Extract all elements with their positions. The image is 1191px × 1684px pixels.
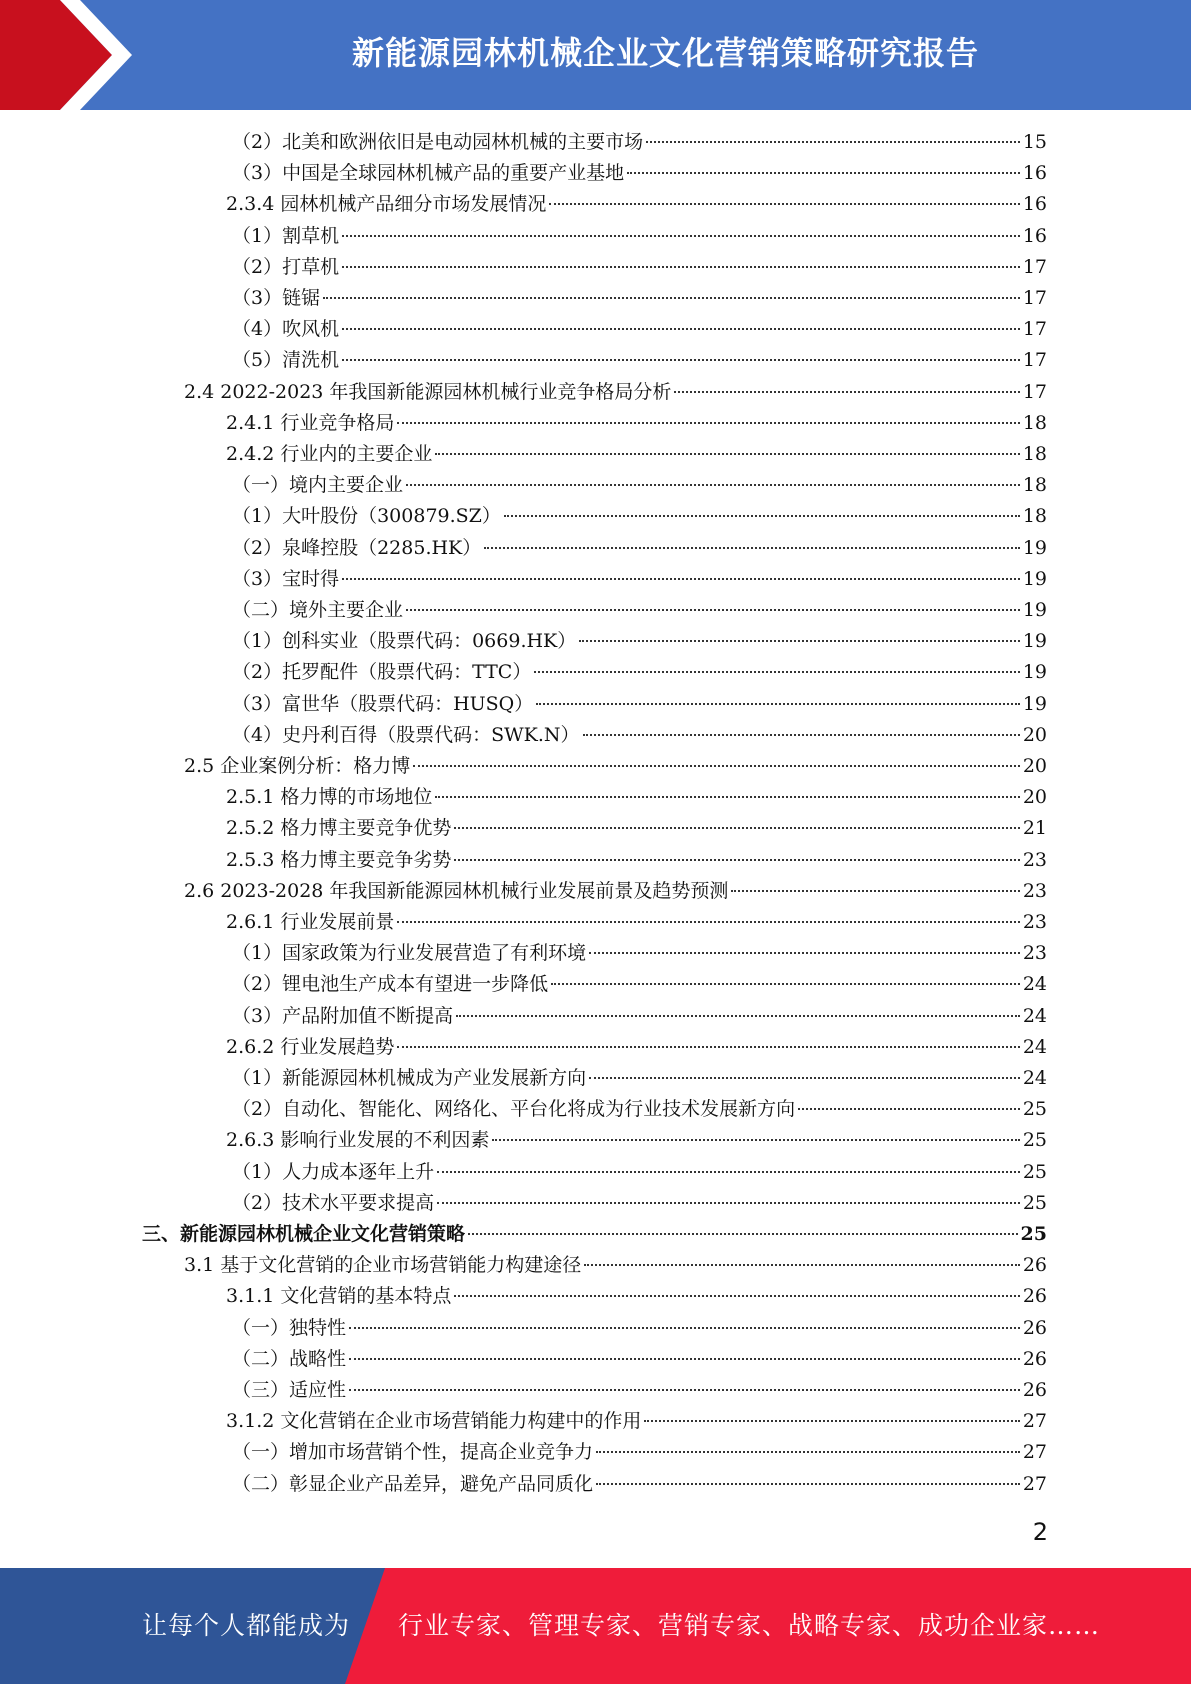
toc-entry-page: 26 <box>1022 1316 1047 1339</box>
toc-entry[interactable] <box>232 1157 1047 1188</box>
toc-entry-page: 18 <box>1022 443 1047 465</box>
toc-entry-page: 17 <box>1022 380 1047 403</box>
toc-entry-page: 19 <box>1022 692 1047 715</box>
toc-dot-leader <box>534 670 1019 673</box>
toc-entry-label: （二）战略性 <box>232 1347 347 1370</box>
toc-dot-leader <box>731 889 1019 892</box>
toc-entry[interactable] <box>226 408 1047 439</box>
toc-entry-label: （4）吹风机 <box>232 318 340 341</box>
toc-entry-page: 16 <box>1022 193 1047 216</box>
toc-dot-leader <box>589 951 1020 954</box>
toc-dot-leader <box>437 1170 1020 1173</box>
toc-entry-label: 2.5 企业案例分析：格力博 <box>184 755 411 777</box>
toc-entry-label: 2.4.2 行业内的主要企业 <box>226 443 433 465</box>
toc-entry-label: （5）清洗机 <box>232 349 340 372</box>
toc-entry[interactable] <box>232 1063 1047 1094</box>
toc-entry-page: 23 <box>1022 848 1047 871</box>
toc-dot-leader <box>323 296 1020 299</box>
toc-entry-label: 2.5.2 格力博主要竞争优势 <box>226 817 452 840</box>
toc-entry-label: （2）打草机 <box>232 255 340 278</box>
toc-entry-page: 27 <box>1022 1472 1047 1495</box>
toc-dot-leader <box>406 608 1020 611</box>
toc-entry-page: 16 <box>1022 162 1047 185</box>
toc-entry-page: 26 <box>1022 1379 1047 1401</box>
toc-dot-leader <box>349 1326 1020 1329</box>
toc-dot-leader <box>644 1419 1019 1422</box>
toc-entry-label: （2）锂电池生产成本有望进一步降低 <box>232 973 549 996</box>
toc-entry-page: 17 <box>1022 349 1047 372</box>
toc-entry-page: 19 <box>1022 630 1047 653</box>
toc-dot-leader <box>596 1482 1020 1485</box>
toc-entry-label: （一）增加市场营销个性，提高企业竞争力 <box>232 1441 594 1464</box>
toc-entry[interactable] <box>232 1344 1047 1375</box>
toc-entry-label: （2）托罗配件（股票代码：TTC） <box>232 661 532 684</box>
toc-entry-page: 23 <box>1022 942 1047 965</box>
toc-entry-label: （2）自动化、智能化、网络化、平台化将成为行业技术发展新方向 <box>232 1098 796 1121</box>
toc-entry[interactable] <box>232 1469 1047 1500</box>
toc-entry-label: （3）宝时得 <box>232 567 340 590</box>
toc-entry[interactable] <box>184 377 1047 408</box>
toc-entry[interactable] <box>232 252 1047 283</box>
toc-entry-page: 20 <box>1022 755 1047 777</box>
toc-dot-leader <box>551 982 1020 985</box>
toc-entry-page: 27 <box>1022 1410 1047 1433</box>
toc-entry[interactable] <box>232 533 1047 564</box>
toc-entry-label: （三）适应性 <box>232 1379 347 1401</box>
toc-entry-label: （一）境内主要企业 <box>232 474 404 497</box>
toc-dot-leader <box>584 1263 1020 1266</box>
toc-entry-page: 25 <box>1022 1191 1047 1214</box>
toc-entry-label: 2.6 2023-2028 年我国新能源园林机械行业发展前景及趋势预测 <box>184 879 729 902</box>
toc-entry-page: 25 <box>1022 1160 1047 1183</box>
toc-entry-page: 16 <box>1022 224 1047 247</box>
toc-entry[interactable] <box>232 501 1047 532</box>
toc-entry[interactable] <box>226 907 1047 938</box>
toc-entry-page: 25 <box>1022 1098 1047 1121</box>
toc-entry-label: 2.6.2 行业发展趋势 <box>226 1035 395 1058</box>
toc-dot-leader <box>674 390 1019 393</box>
toc-entry[interactable] <box>232 938 1047 969</box>
toc-entry[interactable] <box>226 782 1047 813</box>
toc-entry-label: （4）史丹利百得（股票代码：SWK.N） <box>232 723 580 746</box>
toc-entry[interactable] <box>232 564 1047 595</box>
toc-entry-page: 15 <box>1022 131 1047 153</box>
toc-entry[interactable] <box>226 439 1047 470</box>
toc-entry-label: （2）技术水平要求提高 <box>232 1191 435 1214</box>
toc-dot-leader <box>504 514 1020 517</box>
toc-entry-label: （3）富世华（股票代码：HUSQ） <box>232 692 534 715</box>
toc-entry-label: （1）创科实业（股票代码：0669.HK） <box>232 630 577 653</box>
toc-entry-label: （3）产品附加值不断提高 <box>232 1004 454 1027</box>
toc-entry[interactable] <box>232 345 1047 376</box>
toc-entry[interactable] <box>232 283 1047 314</box>
toc-dot-leader <box>468 1232 1018 1235</box>
toc-entry-page: 17 <box>1022 287 1047 309</box>
toc-entry-page: 26 <box>1022 1254 1047 1277</box>
toc-dot-leader <box>589 1076 1020 1079</box>
toc-entry-label: （1）人力成本逐年上升 <box>232 1160 435 1183</box>
toc-entry[interactable] <box>232 127 1047 158</box>
toc-entry-page: 25 <box>1020 1223 1047 1245</box>
toc-entry[interactable] <box>226 813 1047 844</box>
toc-entry[interactable] <box>184 751 1047 782</box>
toc-entry-label: （2）北美和欧洲依旧是电动园林机械的主要市场 <box>232 131 644 153</box>
toc-entry-label: 2.6.1 行业发展前景 <box>226 911 395 933</box>
toc-entry-label: （1）大叶股份（300879.SZ） <box>232 505 501 528</box>
toc-entry-label: （2）泉峰控股（2285.HK） <box>232 536 482 559</box>
toc-entry-label: （1）国家政策为行业发展营造了有利环境 <box>232 942 587 965</box>
toc-entry-page: 24 <box>1022 1067 1047 1089</box>
toc-entry[interactable] <box>232 1188 1047 1219</box>
toc-entry[interactable] <box>232 470 1047 501</box>
toc-entry-label: （二）彰显企业产品差异，避免产品同质化 <box>232 1472 594 1495</box>
toc-entry-page: 19 <box>1022 567 1047 590</box>
toc-entry-label: 2.6.3 影响行业发展的不利因素 <box>226 1129 490 1152</box>
toc-entry-label: 2.3.4 园林机械产品细分市场发展情况 <box>226 193 547 216</box>
toc-dot-leader <box>397 920 1019 923</box>
toc-dot-leader <box>583 733 1020 736</box>
toc-dot-leader <box>349 1388 1020 1391</box>
toc-entry-page: 19 <box>1022 661 1047 684</box>
toc-entry[interactable] <box>232 689 1047 720</box>
toc-dot-leader <box>435 452 1019 455</box>
toc-entry-label: 2.4 2022-2023 年我国新能源园林机械行业竞争格局分析 <box>184 380 672 403</box>
toc-entry[interactable] <box>226 1032 1047 1063</box>
toc-entry[interactable] <box>226 1281 1047 1312</box>
toc-entry[interactable] <box>226 845 1047 876</box>
toc-entry[interactable] <box>184 876 1047 907</box>
toc-entry-label: （1）新能源园林机械成为产业发展新方向 <box>232 1067 587 1089</box>
page-header <box>0 0 1191 110</box>
toc-dot-leader <box>579 639 1020 642</box>
toc-entry-label: 3.1.2 文化营销在企业市场营销能力构建中的作用 <box>226 1410 642 1433</box>
toc-entry-label: 3.1.1 文化营销的基本特点 <box>226 1285 452 1308</box>
toc-entry[interactable] <box>232 626 1047 657</box>
toc-dot-leader <box>456 1014 1020 1017</box>
toc-dot-leader <box>406 483 1020 486</box>
toc-dot-leader <box>397 421 1019 424</box>
toc-entry-label: （一）独特性 <box>232 1316 347 1339</box>
toc-entry[interactable] <box>232 720 1047 751</box>
toc-dot-leader <box>413 764 1020 767</box>
toc-entry-label: 2.5.3 格力博主要竞争劣势 <box>226 848 452 871</box>
toc-entry-page: 23 <box>1022 879 1047 902</box>
toc-entry-page: 26 <box>1022 1347 1047 1370</box>
toc-entry-page: 27 <box>1022 1441 1047 1464</box>
page-number: 2 <box>1032 1518 1048 1546</box>
toc-entry-page: 20 <box>1022 723 1047 746</box>
toc-entry-page: 18 <box>1022 505 1047 528</box>
toc-dot-leader <box>549 202 1019 205</box>
toc-entry-label: （二）境外主要企业 <box>232 599 404 621</box>
toc-entry[interactable] <box>142 1219 1047 1250</box>
toc-entry-label: 2.5.1 格力博的市场地位 <box>226 786 433 809</box>
toc-entry-page: 26 <box>1022 1285 1047 1308</box>
toc-entry-label: （1）割草机 <box>232 224 340 247</box>
toc-entry[interactable] <box>232 657 1047 688</box>
toc-dot-leader <box>435 795 1019 798</box>
toc-dot-leader <box>627 171 1020 174</box>
toc-entry-page: 23 <box>1022 911 1047 933</box>
toc-entry-page: 18 <box>1022 474 1047 497</box>
report-title: 新能源园林机械企业文化营销策略研究报告 <box>351 34 979 72</box>
toc-entry-label: （3）链锯 <box>232 287 321 309</box>
toc-entry[interactable] <box>232 314 1047 345</box>
toc-entry-label: （3）中国是全球园林机械产品的重要产业基地 <box>232 162 625 185</box>
toc-entry-label: 三、新能源园林机械企业文化营销策略 <box>142 1223 466 1245</box>
toc-entry-page: 19 <box>1022 599 1047 621</box>
footer-slogan-left: 让每个人都能成为 <box>142 1611 351 1640</box>
toc-entry-page: 24 <box>1022 973 1047 996</box>
toc-entry-page: 24 <box>1022 1004 1047 1027</box>
toc-dot-leader <box>437 1201 1020 1204</box>
toc-dot-leader <box>596 1450 1020 1453</box>
toc-entry-page: 25 <box>1022 1129 1047 1152</box>
toc-entry[interactable] <box>232 1313 1047 1344</box>
toc-entry[interactable] <box>232 1001 1047 1032</box>
toc-entry[interactable] <box>232 1437 1047 1468</box>
toc-entry[interactable] <box>232 1094 1047 1125</box>
page-footer <box>0 1568 1191 1684</box>
toc-dot-leader <box>349 1357 1020 1360</box>
toc-entry[interactable] <box>226 1125 1047 1156</box>
toc-entry[interactable] <box>226 1406 1047 1437</box>
toc-entry-page: 24 <box>1022 1035 1047 1058</box>
toc-dot-leader <box>342 265 1020 268</box>
toc-entry[interactable] <box>232 158 1047 189</box>
toc-entry[interactable] <box>232 1375 1047 1406</box>
toc-dot-leader <box>484 546 1020 549</box>
toc-dot-leader <box>342 358 1020 361</box>
toc-entry-page: 21 <box>1022 817 1047 840</box>
toc-entry-page: 17 <box>1022 255 1047 278</box>
toc-dot-leader <box>536 702 1020 705</box>
toc-entry-page: 18 <box>1022 411 1047 434</box>
toc-entry-label: 3.1 基于文化营销的企业市场营销能力构建途径 <box>184 1254 582 1277</box>
toc-dot-leader <box>342 234 1020 237</box>
toc-entry-page: 20 <box>1022 786 1047 809</box>
toc-entry[interactable] <box>232 969 1047 1000</box>
toc-dot-leader <box>646 140 1020 143</box>
toc-dot-leader <box>798 1107 1020 1110</box>
header-arrow-decoration <box>0 0 170 110</box>
toc-dot-leader <box>342 577 1020 580</box>
toc-entry-label: 2.4.1 行业竞争格局 <box>226 411 395 434</box>
toc-entry[interactable] <box>232 221 1047 252</box>
toc-dot-leader <box>342 327 1020 330</box>
toc-dot-leader <box>454 826 1019 829</box>
toc-entry-page: 19 <box>1022 536 1047 559</box>
toc-entry[interactable] <box>184 1250 1047 1281</box>
toc-dot-leader <box>397 1045 1019 1048</box>
toc-dot-leader <box>492 1138 1019 1141</box>
toc-entry[interactable] <box>232 595 1047 626</box>
footer-slogan-right: 行业专家、管理专家、营销专家、战略专家、成功企业家…… <box>398 1611 1101 1640</box>
toc-dot-leader <box>454 858 1019 861</box>
toc-entry[interactable] <box>226 189 1047 220</box>
toc-dot-leader <box>454 1294 1019 1297</box>
toc-entry-page: 17 <box>1022 318 1047 341</box>
